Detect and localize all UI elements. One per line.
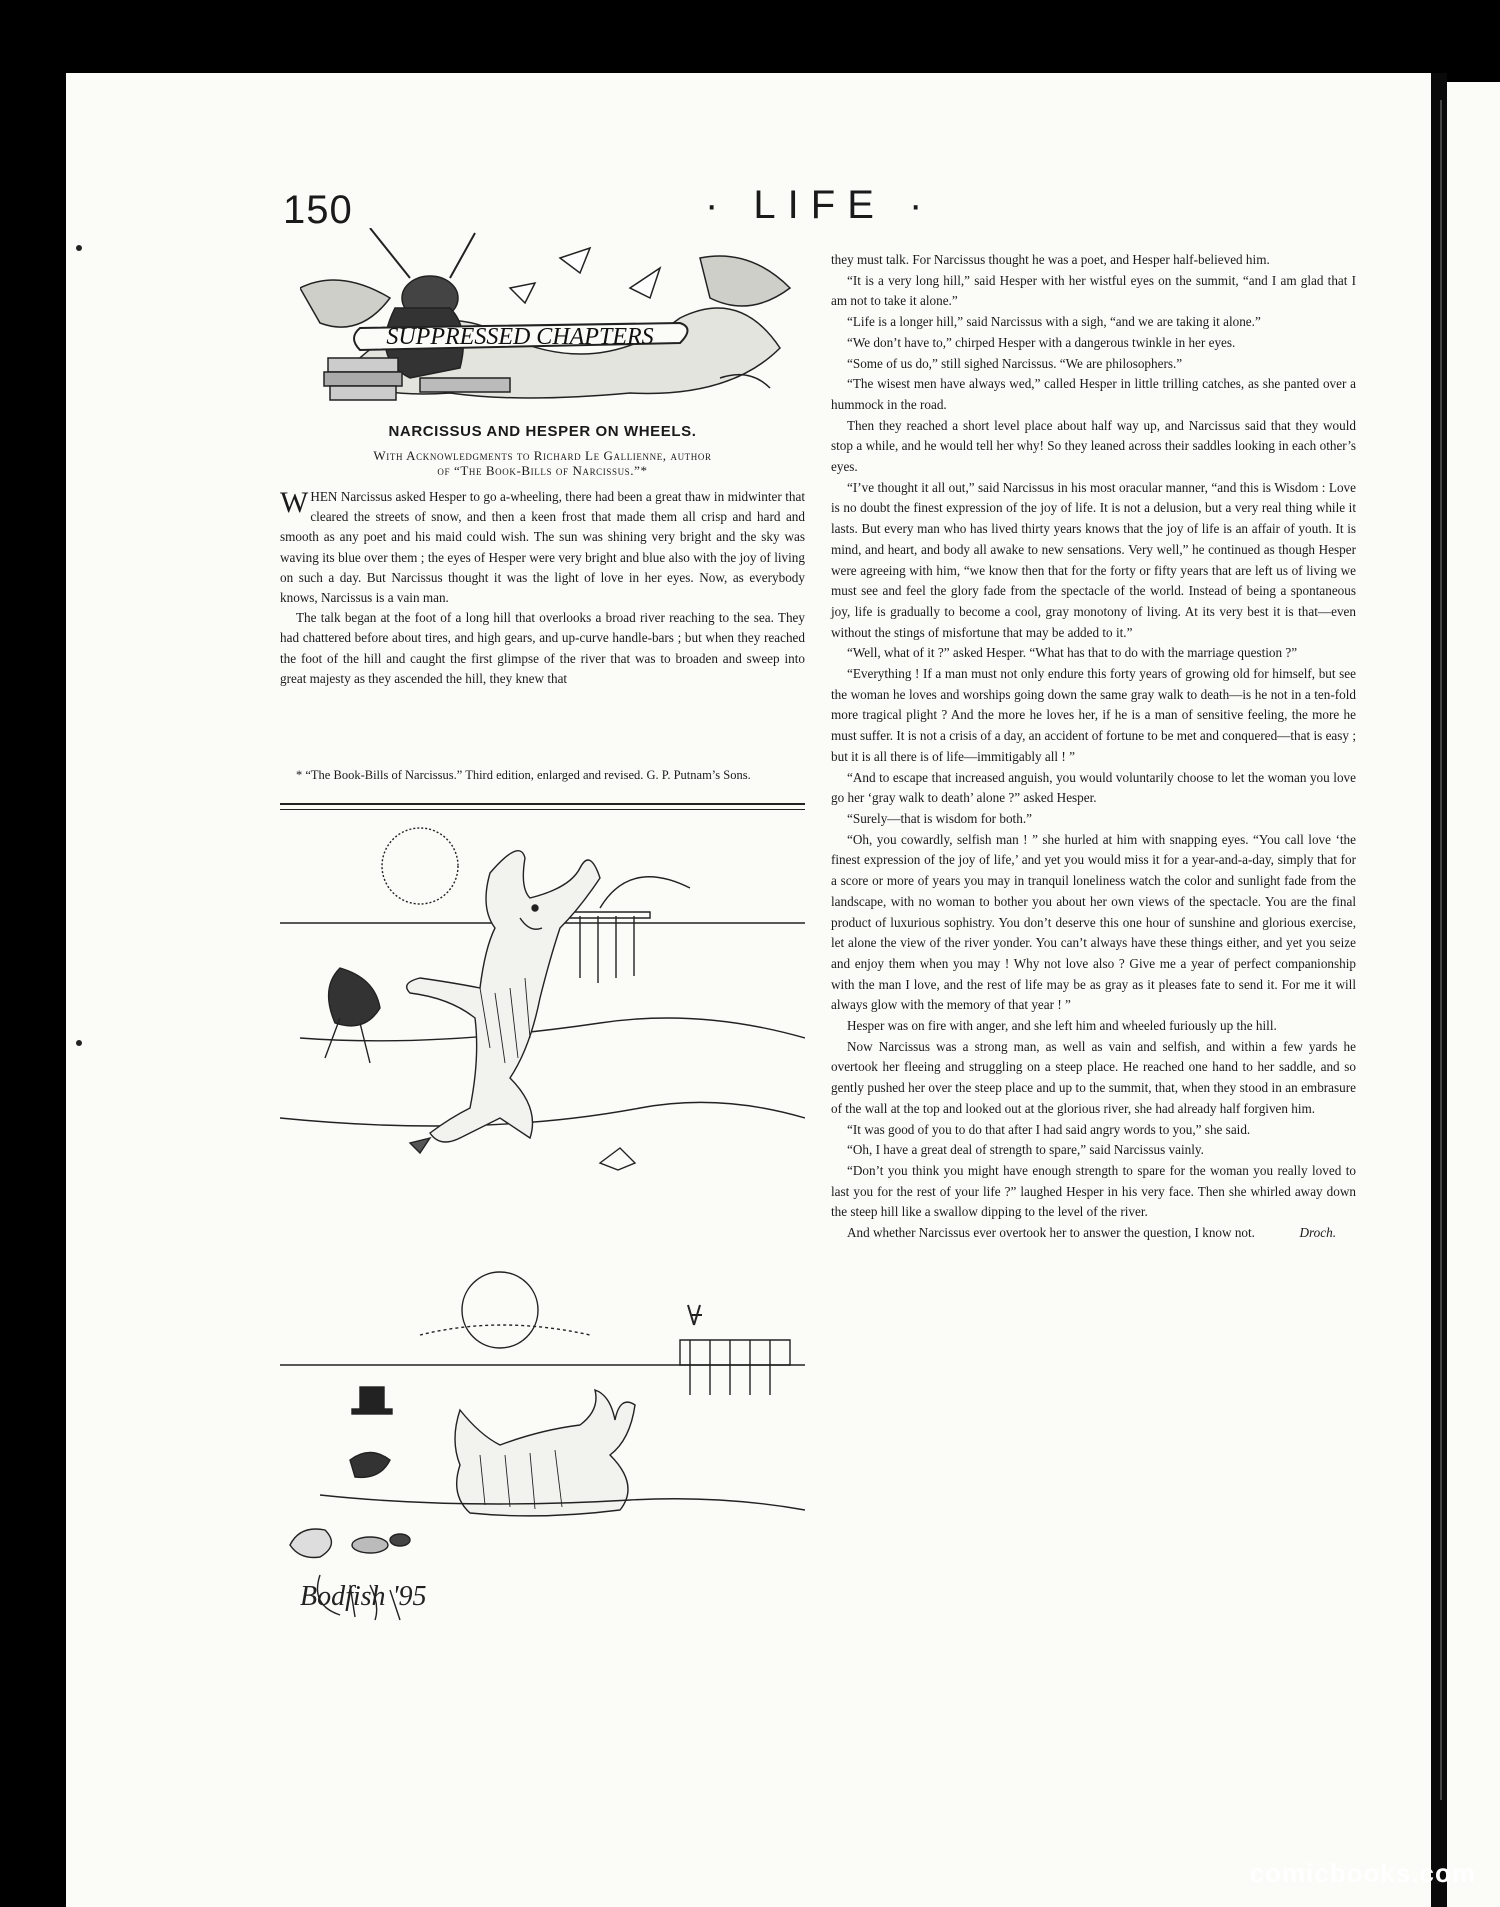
page-gutter xyxy=(1431,73,1447,1907)
paragraph: “And to escape that increased anguish, you would voluntarily choose to let the woman you love go her ‘gray walk to death’ alone ?” asked Hesper. xyxy=(831,769,1356,806)
acknowledgment xyxy=(280,448,805,478)
acknowledgment-line: With Acknowledgments to Richard Le Gallienne, author xyxy=(373,448,712,463)
paragraph: they must talk. For Narcissus thought he was a poet, and Hesper half-believed him. xyxy=(831,252,1270,267)
author-signature: Droch. xyxy=(1299,1225,1336,1241)
drop-cap: W xyxy=(280,486,309,519)
site-watermark: comicbooks.com xyxy=(1249,1858,1476,1888)
divider xyxy=(280,803,805,805)
paragraph: “Life is a longer hill,” said Narcissus with a sigh, “and we are taking it alone.” xyxy=(847,314,1261,330)
binding-hole xyxy=(76,245,82,251)
article-title: NARCISSUS AND HESPER ON WHEELS. xyxy=(388,423,697,440)
paragraph: “We don’t have to,” chirped Hesper with a dangerous twinkle in her eyes. xyxy=(847,334,1236,350)
cartoon-illustration-bottom xyxy=(280,1245,805,1630)
paragraph: “It was good of you to do that after I had said angry words to you,” she said. xyxy=(847,1121,1251,1137)
paragraph: “Don’t you think you might have enough strength to spare for the woman you really loved to last you for the rest of your life ?” laughed Hesper in his very face. Then she whirled away down the steep hill like a swallow dipping to the level of the river. xyxy=(831,1162,1356,1220)
binding-hole xyxy=(76,1040,82,1046)
paragraph xyxy=(280,487,805,608)
next-page-edge xyxy=(1447,82,1500,1907)
paragraph: “The wisest men have always wed,” called Hesper in little trilling catches, as she panted over a hummock in the road. xyxy=(831,376,1356,412)
paragraph-text: HEN Narcissus asked Hesper to go a-wheeling, there had been a great thaw in midwinter that cleared the streets of snow, and then a keen frost that made them all crisp and hard and smooth as any poet and his maid could wish. The sun was shining very bright and the sky was waving its blue over them ; the eyes of Hesper were very bright and blue also with the joy of living on such a day. But Narcissus thought it was the light of love in her eyes. Now, as everybody knows, Narcissus is a vain man. xyxy=(280,489,805,606)
paragraph: The talk began at the foot of a long hill that overlooks a broad river reaching to the sea. They had chattered before about tires, and high gears, and up-curve handle-bars ; but when they reached the foot of the hill and caught the first glimpse of the river that was to broaden and sweep into great majesty as they ascended the hill, they knew that xyxy=(280,610,805,686)
paragraph: Then they reached a short level place about half way up, and Narcissus said that they would stop a while, and he would tell her why! So they leaned across their saddles looking in each other’s eyes. xyxy=(831,417,1356,475)
paragraph xyxy=(831,1223,1356,1244)
cartoon-illustration-top xyxy=(280,818,805,1213)
paragraph: “It is a very long hill,” said Hesper with her wistful eyes on the summit, “and I am glad that I am not to take it alone.” xyxy=(831,272,1356,309)
acknowledgment-line: of “The Book-Bills of Narcissus.”* xyxy=(437,463,648,478)
paragraph: “Well, what of it ?” asked Hesper. “What has that to do with the marriage question ?” xyxy=(847,645,1298,661)
paragraph: “Everything ! If a man must not only endure this forty years of growing old for himself, but see the woman he loves and worships going down the same gray walk to death—is he not in a ten-fold more tragical plight ? And the more he loves her, if he is a man of sensitive feeling, the more he must suffer. It is not a crisis of a day, an accident of fortune to be met and conquered—that is easy ; but it is all there is of life—immitigably all ! ” xyxy=(831,666,1356,764)
paragraph: “Oh, I have a great deal of strength to spare,” said Narcissus vainly. xyxy=(847,1142,1204,1158)
footnote: * “The Book-Bills of Narcissus.” Third edition, enlarged and revised. G. P. Putnam’s Sons. xyxy=(296,768,751,782)
paragraph: Now Narcissus was a strong man, as well as vain and selfish, and within a few yards he overtook her fleeing and struggling on a steep place. He reached one hand to her saddle, and so gently pushed her over the steep place and up to the summit, that, when they stood in an embrasure of the wall at the top and looked out at the glorious river, she had already half forgiven him. xyxy=(831,1038,1356,1116)
right-column xyxy=(831,250,1356,1244)
paragraph: “Surely—that is wisdom for both.” xyxy=(847,810,1032,826)
binding-line xyxy=(1440,100,1442,1800)
paragraph: Hesper was on fire with anger, and she left him and wheeled furiously up the hill. xyxy=(847,1018,1277,1034)
page-number: 150 xyxy=(283,188,353,232)
masthead: · LIFE · xyxy=(705,183,935,227)
paragraph-text: And whether Narcissus ever overtook her to answer the question, I know not. xyxy=(847,1225,1255,1241)
banner-lettering: SUPPRESSED CHAPTERS xyxy=(386,324,654,350)
suppressed-chapters-banner xyxy=(300,228,800,413)
paragraph: “Oh, you cowardly, selfish man ! ” she hurled at him with snapping eyes. “You call love ‘the finest expression of the joy of life,’ and yet you would miss it for a year-and-a-day, simply that for a score or more of years you may in tranquil loneliness watch the color and sunlight fade from the landscape, with no woman to bother you about her own views of the spectacle. You are the final product of luxurious sophistry. You don’t deserve this one hour of sunshine and glorious exercise, let alone the view of the river yonder. You can’t always have these things either, and yet you seize and enjoy them when you may ! Why not love also ? Give me a year of perfect companionship with the man I love, and the rest of life may be as gray as it pleases fate to send it. For me it will always glow with the memory of that year ! ” xyxy=(831,831,1356,1013)
paragraph: “I’ve thought it all out,” said Narcissus in his most oracular manner, “and this is Wisdom : Love is no doubt the finest expression of the joy of life. It is not a delusion, but a very real thing while it lasts. But every man who has lived thirty years knows that the joy of life is an affair of youth. It is mind, and heart, and body all awake to new sensations. Very well,” he continued as though Hesper were agreeing with him, “we know then that for the forty or fifty years that are left us of living we must see and feel the glory fade from the spectacle of the world. Instead of being a spontaneous joy, life is gradually to become a cool, gray monotony of living. At its very best it is that—even without the stings of misfortune that may be added to it.” xyxy=(831,479,1356,640)
divider xyxy=(280,809,805,810)
paragraph: “Some of us do,” still sighed Narcissus. “We are philosophers.” xyxy=(847,355,1183,371)
artist-signature: Bodfish '95 xyxy=(300,1581,427,1612)
left-column xyxy=(280,487,805,689)
